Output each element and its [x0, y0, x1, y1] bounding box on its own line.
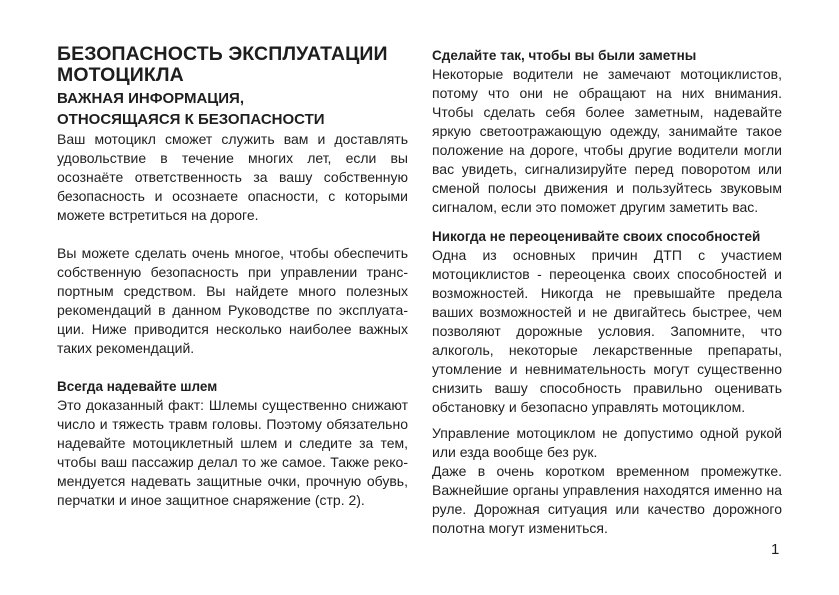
spacer [432, 217, 782, 227]
section-subtitle [57, 88, 408, 130]
helmet-heading: Всегда надевайте шлем [57, 379, 218, 394]
helmet-paragraph: Это доказанный факт: Шлемы существенно снижают число и тяжесть травм головы. Поэтому обязательно надевайте мотоциклетный шлем и следите за тем, чтобы ваш пассажир делал то же самое. Также реко-мендуется надевать защитные очки, прочную обувь, перчатки и иное защитное снаряжение (стр. 2). [57, 397, 408, 508]
hands-paragraph-1: Управление мотоциклом не допустимо одной рукой или езда вообще без рук. [432, 425, 782, 460]
intro-paragraph: Ваш мотоцикл сможет служить вам и доставлять удовольствие в течение многих лет, если вы осознаёте ответственность за вашу собственную безопасность и осознаете опасности, с которыми можете встретиться на дороге. [57, 131, 408, 223]
abilities-paragraph: Одна из основных причин ДТП с участием мотоциклистов - переоценка своих способностей и возможностей. Никогда не превышайте предела ваших возможностей и не двигайтесь быстрее, чем позволяют дорожные условия. Запомните, что алкоголь, некоторые лекарственные препараты, утомление и невнимательность могут существенно снизить вашу способность правильно оценивать обстановку и безопасно управлять мотоциклом. [432, 247, 782, 415]
right-column [432, 46, 782, 538]
abilities-heading: Никогда не переоценивайте своих способностей [432, 229, 761, 244]
safety-paragraph: Вы можете сделать очень многое, чтобы обеспечить собственную безопасность при управлении транс-портным средством. Вы найдете много полезных рекомендаций в данном Руководстве по эксплуата-ции. Ниже приводится несколько наиболее важных таких рекомендаций. [57, 245, 408, 356]
subtitle-line-1: ВАЖНАЯ ИНФОРМАЦИЯ, [57, 90, 244, 107]
spacer [57, 358, 408, 377]
title-line-2: МОТОЦИКЛА [57, 64, 184, 86]
title-line-1: БЕЗОПАСНОСТЬ ЭКСПЛУАТАЦИИ [57, 43, 388, 65]
subtitle-line-2: ОТНОСЯЩАЯСЯ К БЕЗОПАСНОСТИ [57, 111, 325, 128]
page-title [57, 44, 408, 86]
spacer [57, 225, 408, 244]
visibility-paragraph: Некоторые водители не замечают мотоциклистов, потому что они не обращают на них внимания. Чтобы сделать себя более заметным, надевайте яркую светоотражающую одежду, занимайте такое положение на дороге, чтобы другие водители могли вас увидеть, сигнализируйте перед поворотом или сменой полосы движения и пользуйтесь звуковым сигналом, если это поможет другим заметить вас. [432, 66, 782, 215]
visibility-heading: Сделайте так, чтобы вы были заметны [432, 48, 697, 63]
left-column [57, 44, 408, 510]
page-number: 1 [771, 541, 780, 558]
spacer [432, 417, 782, 424]
hands-paragraph-2: Даже в очень коротком временном промежутке. Важнейшие органы управления находятся именно на руле. Дорожная ситуация или качество дорожного полотна могут измениться. [432, 463, 782, 536]
